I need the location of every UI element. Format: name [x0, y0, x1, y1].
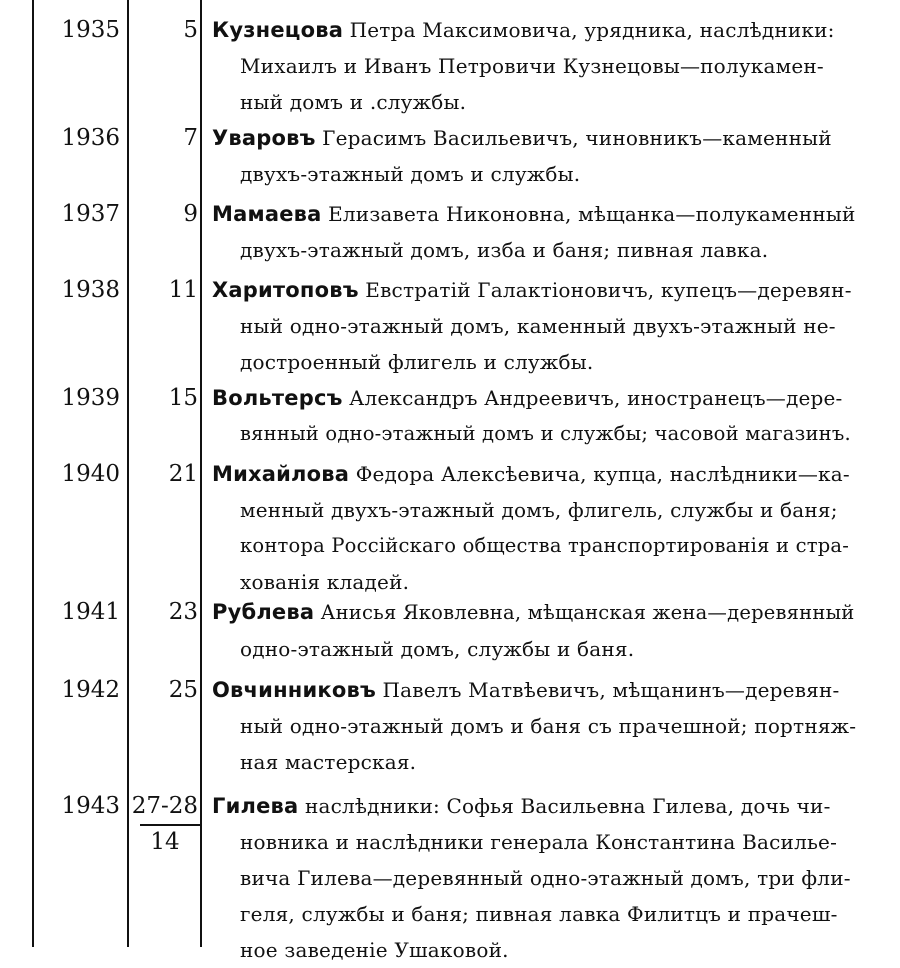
description-line: ный одно-этажный домъ, каменный двухъ-этажный не- — [240, 314, 836, 338]
entry-description — [212, 456, 862, 600]
description-line: наслѣдники: Софья Васильевна Гилева, дочь чи- — [304, 794, 831, 818]
description-line: новника и наслѣдники генерала Константина Василье- — [240, 830, 838, 854]
description-line: одно-этажный домъ, службы и баня. — [240, 637, 635, 661]
column-rule-middle — [127, 0, 129, 947]
entry-description — [212, 672, 862, 780]
description-line: ный одно-этажный домъ и баня съ прачешной; портняж- — [240, 714, 857, 738]
house-number: 11 — [168, 277, 198, 303]
description-line: вянный одно-этажный домъ и службы; часовой магазинъ. — [240, 422, 851, 445]
description-line: достроенный флигель и службы. — [240, 350, 594, 374]
owner-surname: Рублева — [212, 600, 315, 624]
description-line: геля, службы и баня; пивная лавка Филитцъ и прачеш- — [240, 902, 838, 926]
house-number: 23 — [168, 599, 198, 625]
entry-description — [212, 380, 862, 452]
owner-surname: Михайлова — [212, 462, 350, 486]
column-rule-right — [200, 0, 202, 947]
entry-number: 1939 — [61, 385, 120, 411]
owner-surname: Гилева — [212, 794, 299, 818]
description-line: Александръ Андреевичъ, иностранецъ—дере- — [349, 386, 843, 410]
entry-description — [212, 272, 862, 380]
house-number: 5 — [183, 17, 198, 43]
description-line: менный двухъ-этажный домъ, флигель, службы и баня; — [240, 498, 838, 522]
house-number: 7 — [183, 125, 198, 151]
description-line: Анисья Яковлевна, мѣщанская жена—деревянный — [320, 601, 855, 624]
owner-surname: Кузнецова — [212, 18, 344, 42]
house-sub-number: 14 — [150, 829, 180, 855]
description-line: ное заведеніе Ушаковой. — [240, 938, 509, 962]
owner-surname: Овчинниковъ — [212, 678, 376, 702]
description-line: контора Россійскаго общества транспортированія и стра- — [240, 534, 850, 557]
entry-number: 1938 — [61, 277, 120, 303]
house-number: 25 — [168, 677, 198, 703]
entry-number: 1936 — [61, 125, 120, 151]
description-line: Михаилъ и Иванъ Петровичи Кузнецовы—полукамен- — [240, 54, 824, 78]
house-number: 27-28 — [131, 793, 198, 819]
entry-number: 1942 — [61, 677, 120, 703]
description-line: Федора Алексѣевича, купца, наслѣдники—ка- — [355, 462, 850, 486]
entry-description — [212, 788, 862, 968]
entry-description — [212, 594, 862, 667]
entry-description — [212, 12, 862, 120]
description-line: ный домъ и .службы. — [240, 90, 467, 114]
entry-number: 1943 — [61, 793, 120, 819]
entry-description — [212, 120, 862, 192]
house-number: 15 — [168, 385, 198, 411]
owner-surname: Уваровъ — [212, 126, 316, 150]
house-number: 21 — [168, 461, 198, 487]
entry-number: 1941 — [61, 599, 120, 625]
column-rule-left — [32, 0, 34, 947]
house-number: 9 — [183, 201, 198, 227]
description-line: Павелъ Матвѣевичъ, мѣщанинъ—деревян- — [382, 678, 840, 702]
owner-surname: Харитоповъ — [212, 278, 359, 302]
owner-surname: Вольтерсъ — [212, 386, 343, 410]
description-line: двухъ-этажный домъ, изба и баня; пивная лавка. — [240, 238, 769, 262]
entry-number: 1935 — [61, 17, 120, 43]
entry-number: 1940 — [61, 461, 120, 487]
description-line: вича Гилева—деревянный одно-этажный домъ, три фли- — [240, 866, 851, 890]
description-line: Петра Максимовича, урядника, наслѣдники: — [349, 18, 835, 42]
description-line: Елизавета Никоновна, мѣщанка—полукаменный — [328, 202, 856, 226]
description-line: двухъ-этажный домъ и службы. — [240, 162, 581, 186]
description-line: хованія кладей. — [240, 570, 410, 594]
entry-number: 1937 — [61, 201, 120, 227]
description-line: ная мастерская. — [240, 750, 417, 774]
owner-surname: Мамаева — [212, 202, 322, 226]
entry-description — [212, 196, 862, 268]
description-line: Герасимъ Васильевичъ, чиновникъ—каменный — [322, 126, 832, 150]
description-line: Евстратій Галактіоновичъ, купецъ—деревян- — [365, 278, 852, 302]
